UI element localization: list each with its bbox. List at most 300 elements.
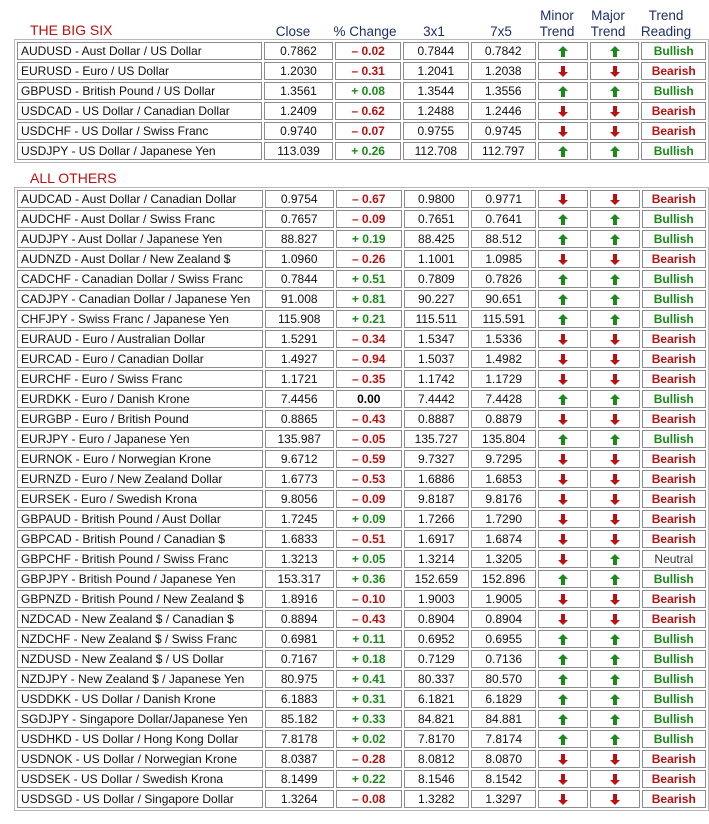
arrow-up-icon [558, 274, 568, 285]
minor-trend-cell [538, 410, 588, 428]
pct-change-value: – 0.53 [336, 470, 402, 488]
ma-7x5-value: 1.3556 [471, 82, 536, 100]
close-value: 1.4927 [265, 350, 334, 368]
pair-name: EURDKK - Euro / Danish Krone [17, 390, 263, 408]
ma-3x1-value: 1.3544 [403, 82, 468, 100]
arrow-down-icon [558, 494, 568, 505]
trend-reading-value: Bullish [642, 270, 706, 288]
ma-7x5-value: 1.0985 [471, 250, 536, 268]
pct-change-value: + 0.81 [336, 290, 402, 308]
pct-change-value: + 0.05 [336, 550, 402, 568]
arrow-down-icon [610, 514, 620, 525]
arrow-up-icon [558, 294, 568, 305]
ma-3x1-value: 1.6886 [404, 470, 469, 488]
arrow-up-icon [610, 734, 620, 745]
major-trend-cell [590, 470, 640, 488]
ma-7x5-value: 1.1729 [471, 370, 536, 388]
table-row [17, 770, 706, 788]
table-row [17, 710, 706, 728]
major-trend-cell [590, 290, 640, 308]
close-value: 153.317 [265, 570, 334, 588]
close-value: 0.7862 [264, 42, 333, 60]
close-value: 0.8865 [265, 410, 334, 428]
ma-7x5-value: 1.6874 [471, 530, 536, 548]
pair-name: USDSGD - US Dollar / Singapore Dollar [17, 790, 263, 808]
arrow-up-icon [610, 674, 620, 685]
pair-name: USDSEK - US Dollar / Swedish Krona [17, 770, 263, 788]
pair-name: EURCHF - Euro / Swiss Franc [17, 370, 263, 388]
trend-reading-value: Bearish [642, 770, 706, 788]
pair-name: EURNOK - Euro / Norwegian Krone [17, 450, 263, 468]
close-value: 85.182 [265, 710, 334, 728]
pct-change-value: + 0.26 [335, 142, 401, 160]
minor-trend-cell [538, 690, 588, 708]
close-value: 80.975 [265, 670, 334, 688]
close-value: 135.987 [265, 430, 334, 448]
all-others-table [14, 187, 709, 811]
ma-3x1-value: 6.1821 [404, 690, 469, 708]
minor-trend-cell [538, 430, 588, 448]
close-value: 0.9740 [264, 122, 333, 140]
close-value: 1.2030 [264, 62, 333, 80]
pct-change-value: + 0.18 [336, 650, 402, 668]
arrow-down-icon [558, 126, 568, 137]
ma-7x5-value: 1.4982 [471, 350, 536, 368]
ma-3x1-value: 152.659 [404, 570, 469, 588]
arrow-down-icon [610, 374, 620, 385]
arrow-up-icon [610, 294, 620, 305]
trend-reading-value: Bearish [641, 62, 706, 80]
arrow-up-icon [610, 694, 620, 705]
arrow-down-icon [558, 106, 568, 117]
ma-7x5-value: 1.5336 [471, 330, 536, 348]
arrow-up-icon [558, 46, 568, 57]
arrow-up-icon [558, 86, 568, 97]
ma-7x5-value: 1.9005 [471, 590, 536, 608]
major-trend-cell [590, 370, 640, 388]
trend-reading-value: Bearish [642, 410, 706, 428]
pair-name: AUDUSD - Aust Dollar / US Dollar [17, 42, 262, 60]
pct-change-value: – 0.51 [336, 530, 402, 548]
pair-name: AUDCHF - Aust Dollar / Swiss Franc [17, 210, 263, 228]
header-3x1: 3x1 [423, 24, 445, 39]
ma-7x5-value: 0.7826 [471, 270, 536, 288]
close-value: 1.3561 [264, 82, 333, 100]
ma-7x5-value: 0.6955 [471, 630, 536, 648]
table-row [17, 590, 706, 608]
pct-change-value: + 0.11 [336, 630, 402, 648]
pair-name: USDCAD - US Dollar / Canadian Dollar [17, 102, 262, 120]
trend-reading-value: Bearish [642, 450, 706, 468]
major-trend-cell [590, 390, 640, 408]
ma-7x5-value: 0.9745 [471, 122, 536, 140]
table-row [17, 250, 706, 268]
ma-7x5-value: 0.8904 [471, 610, 536, 628]
arrow-down-icon [610, 414, 620, 425]
trend-reading-value: Bullish [642, 730, 706, 748]
major-trend-cell [590, 610, 640, 628]
minor-trend-cell [538, 330, 588, 348]
minor-trend-cell [538, 230, 588, 248]
arrow-down-icon [610, 774, 620, 785]
pair-name: EURUSD - Euro / US Dollar [17, 62, 262, 80]
arrow-up-icon [610, 274, 620, 285]
close-value: 9.8056 [265, 490, 334, 508]
minor-trend-cell [538, 670, 588, 688]
header-reading-line2: Reading [640, 24, 692, 39]
ma-3x1-value: 1.2488 [403, 102, 468, 120]
arrow-up-icon [610, 394, 620, 405]
header-minor-line2: Trend [539, 24, 575, 39]
close-value: 1.6773 [265, 470, 334, 488]
minor-trend-cell [538, 550, 588, 568]
ma-7x5-value: 0.7641 [471, 210, 536, 228]
pair-name: GBPCHF - British Pound / Swiss Franc [17, 550, 263, 568]
arrow-up-icon [558, 314, 568, 325]
close-value: 88.827 [265, 230, 334, 248]
minor-trend-cell [538, 470, 588, 488]
table-row [17, 290, 706, 308]
ma-3x1-value: 1.3214 [404, 550, 469, 568]
close-value: 1.7245 [265, 510, 334, 528]
trend-reading-value: Bullish [642, 290, 706, 308]
trend-reading-value: Bearish [641, 102, 706, 120]
pct-change-value: + 0.31 [336, 690, 402, 708]
arrow-up-icon [610, 574, 620, 585]
table-row [17, 190, 706, 208]
pair-name: USDHKD - US Dollar / Hong Kong Dollar [17, 730, 263, 748]
minor-trend-cell [538, 122, 588, 140]
pct-change-value: + 0.19 [336, 230, 402, 248]
trend-reading-value: Bearish [642, 190, 706, 208]
major-trend-cell [590, 530, 640, 548]
trend-reading-value: Bearish [642, 330, 706, 348]
trend-reading-value: Bullish [642, 210, 706, 228]
pct-change-value: – 0.67 [336, 190, 402, 208]
major-trend-cell [590, 430, 640, 448]
arrow-down-icon [610, 614, 620, 625]
major-trend-cell [590, 62, 640, 80]
trend-reading-value: Bullish [642, 390, 706, 408]
pair-name: NZDUSD - New Zealand $ / US Dollar [17, 650, 263, 668]
arrow-down-icon [610, 474, 620, 485]
table-row [17, 630, 706, 648]
pct-change-value: – 0.09 [336, 210, 402, 228]
ma-7x5-value: 90.651 [471, 290, 536, 308]
trend-reading-value: Bullish [642, 690, 706, 708]
trend-reading-value: Bearish [642, 610, 706, 628]
trend-reading-value: Bullish [641, 42, 706, 60]
arrow-down-icon [558, 474, 568, 485]
arrow-up-icon [558, 674, 568, 685]
arrow-down-icon [558, 534, 568, 545]
ma-3x1-value: 1.3282 [404, 790, 469, 808]
pair-name: EURAUD - Euro / Australian Dollar [17, 330, 263, 348]
table-row [17, 470, 706, 488]
pct-change-value: – 0.07 [335, 122, 401, 140]
pct-change-value: + 0.36 [336, 570, 402, 588]
table-row [17, 610, 706, 628]
arrow-down-icon [558, 374, 568, 385]
ma-3x1-value: 1.9003 [404, 590, 469, 608]
table-row [17, 330, 706, 348]
ma-3x1-value: 1.5347 [404, 330, 469, 348]
minor-trend-cell [538, 250, 588, 268]
ma-7x5-value: 1.6853 [471, 470, 536, 488]
major-trend-cell [590, 410, 640, 428]
arrow-up-icon [610, 434, 620, 445]
major-trend-cell [590, 670, 640, 688]
ma-3x1-value: 90.227 [404, 290, 469, 308]
major-trend-cell [590, 190, 640, 208]
trend-reading-value: Bullish [642, 230, 706, 248]
table-row [17, 310, 706, 328]
arrow-down-icon [558, 594, 568, 605]
pair-name: EURGBP - Euro / British Pound [17, 410, 263, 428]
ma-3x1-value: 7.4442 [404, 390, 469, 408]
ma-3x1-value: 0.8887 [404, 410, 469, 428]
ma-3x1-value: 1.1742 [404, 370, 469, 388]
table-row [17, 230, 706, 248]
pair-name: EURJPY - Euro / Japanese Yen [17, 430, 263, 448]
trend-reading-value: Bearish [642, 350, 706, 368]
arrow-down-icon [610, 66, 620, 77]
trend-reading-value: Bullish [642, 670, 706, 688]
table-row [17, 570, 706, 588]
arrow-down-icon [610, 106, 620, 117]
arrow-up-icon [558, 734, 568, 745]
trend-reading-value: Bullish [641, 142, 706, 160]
ma-3x1-value: 0.7129 [404, 650, 469, 668]
section-title-all-others: ALL OTHERS [30, 170, 117, 186]
ma-7x5-value: 112.797 [471, 142, 536, 160]
arrow-down-icon [558, 554, 568, 565]
close-value: 0.6981 [265, 630, 334, 648]
arrow-down-icon [610, 494, 620, 505]
arrow-down-icon [558, 414, 568, 425]
close-value: 0.8894 [265, 610, 334, 628]
pair-name: NZDCHF - New Zealand $ / Swiss Franc [17, 630, 263, 648]
pct-change-value: – 0.08 [336, 790, 402, 808]
major-trend-cell [590, 210, 640, 228]
arrow-down-icon [558, 194, 568, 205]
trend-reading-value: Bullish [642, 630, 706, 648]
ma-7x5-value: 84.881 [471, 710, 536, 728]
major-trend-cell [590, 790, 640, 808]
pct-change-value: + 0.09 [336, 510, 402, 528]
table-row [17, 142, 706, 160]
close-value: 1.0960 [265, 250, 334, 268]
table-row [17, 490, 706, 508]
arrow-up-icon [558, 146, 568, 157]
arrow-up-icon [558, 234, 568, 245]
close-value: 1.8916 [265, 590, 334, 608]
major-trend-cell [590, 102, 640, 120]
pair-name: CADCHF - Canadian Dollar / Swiss Franc [17, 270, 263, 288]
close-value: 91.008 [265, 290, 334, 308]
pct-change-value: + 0.22 [336, 770, 402, 788]
trend-reading-value: Bearish [642, 790, 706, 808]
major-trend-cell [590, 330, 640, 348]
ma-3x1-value: 8.0812 [404, 750, 469, 768]
minor-trend-cell [538, 590, 588, 608]
pair-name: EURNZD - Euro / New Zealand Dollar [17, 470, 263, 488]
arrow-down-icon [558, 354, 568, 365]
ma-3x1-value: 9.7327 [404, 450, 469, 468]
table-row [17, 670, 706, 688]
trend-reading-value: Bearish [642, 250, 706, 268]
arrow-down-icon [558, 754, 568, 765]
minor-trend-cell [538, 650, 588, 668]
major-trend-cell [590, 490, 640, 508]
ma-3x1-value: 1.1001 [404, 250, 469, 268]
trend-reading-value: Neutral [642, 550, 706, 568]
major-trend-cell [590, 230, 640, 248]
arrow-up-icon [610, 654, 620, 665]
minor-trend-cell [538, 710, 588, 728]
minor-trend-cell [538, 610, 588, 628]
table-row [17, 62, 706, 80]
pct-change-value: – 0.34 [336, 330, 402, 348]
pct-change-value: + 0.02 [336, 730, 402, 748]
ma-7x5-value: 1.7290 [471, 510, 536, 528]
arrow-down-icon [558, 334, 568, 345]
pct-change-value: – 0.28 [336, 750, 402, 768]
table-row [17, 750, 706, 768]
close-value: 113.039 [264, 142, 333, 160]
trend-reading-value: Bearish [642, 750, 706, 768]
trend-reading-value: Bullish [641, 82, 706, 100]
major-trend-cell [590, 250, 640, 268]
trend-reading-value: Bearish [642, 470, 706, 488]
close-value: 0.7844 [265, 270, 334, 288]
trend-reading-value: Bullish [642, 650, 706, 668]
ma-3x1-value: 0.8904 [404, 610, 469, 628]
close-value: 9.6712 [265, 450, 334, 468]
close-value: 1.2409 [264, 102, 333, 120]
arrow-down-icon [610, 126, 620, 137]
arrow-down-icon [558, 794, 568, 805]
pair-name: AUDCAD - Aust Dollar / Canadian Dollar [17, 190, 263, 208]
minor-trend-cell [538, 730, 588, 748]
pct-change-value: + 0.41 [336, 670, 402, 688]
pair-name: AUDJPY - Aust Dollar / Japanese Yen [17, 230, 263, 248]
major-trend-cell [590, 650, 640, 668]
ma-7x5-value: 115.591 [471, 310, 536, 328]
arrow-up-icon [610, 234, 620, 245]
table-row [17, 390, 706, 408]
header-minor-trend [534, 8, 580, 40]
minor-trend-cell [538, 770, 588, 788]
minor-trend-cell [538, 290, 588, 308]
pct-change-value: – 0.09 [336, 490, 402, 508]
minor-trend-cell [538, 450, 588, 468]
header-major-line1: Major [591, 8, 625, 23]
ma-3x1-value: 80.337 [404, 670, 469, 688]
pct-change-value: – 0.94 [336, 350, 402, 368]
pct-change-value: + 0.51 [336, 270, 402, 288]
pct-change-value: – 0.02 [335, 42, 401, 60]
major-trend-cell [590, 82, 640, 100]
ma-7x5-value: 0.9771 [471, 190, 536, 208]
pair-name: CADJPY - Canadian Dollar / Japanese Yen [17, 290, 263, 308]
header-trend-reading [636, 8, 696, 40]
table-row [17, 42, 706, 60]
arrow-up-icon [558, 694, 568, 705]
ma-7x5-value: 9.8176 [471, 490, 536, 508]
header-close: Close [275, 24, 311, 39]
ma-7x5-value: 0.7136 [471, 650, 536, 668]
close-value: 7.8178 [265, 730, 334, 748]
major-trend-cell [590, 630, 640, 648]
pct-change-value: – 0.10 [336, 590, 402, 608]
arrow-down-icon [610, 194, 620, 205]
header-pct-change: % Change [333, 24, 397, 39]
arrow-down-icon [610, 334, 620, 345]
ma-3x1-value: 0.7844 [403, 42, 468, 60]
trend-reading-value: Bearish [642, 590, 706, 608]
ma-7x5-value: 1.2038 [471, 62, 536, 80]
table-row [17, 650, 706, 668]
arrow-up-icon [610, 46, 620, 57]
pair-name: EURSEK - Euro / Swedish Krona [17, 490, 263, 508]
close-value: 6.1883 [265, 690, 334, 708]
pair-name: USDCHF - US Dollar / Swiss Franc [17, 122, 262, 140]
ma-7x5-value: 9.7295 [471, 450, 536, 468]
close-value: 7.4456 [265, 390, 334, 408]
minor-trend-cell [538, 390, 588, 408]
table-row [17, 350, 706, 368]
arrow-down-icon [610, 254, 620, 265]
pair-name: NZDCAD - New Zealand $ / Canadian $ [17, 610, 263, 628]
pct-change-value: + 0.33 [336, 710, 402, 728]
ma-3x1-value: 9.8187 [404, 490, 469, 508]
minor-trend-cell [538, 62, 588, 80]
arrow-up-icon [558, 394, 568, 405]
trend-reading-value: Bearish [642, 370, 706, 388]
major-trend-cell [590, 510, 640, 528]
header-major-line2: Trend [590, 24, 626, 39]
close-value: 8.0387 [265, 750, 334, 768]
pair-name: USDNOK - US Dollar / Norwegian Krone [17, 750, 263, 768]
table-row [17, 550, 706, 568]
table-row [17, 410, 706, 428]
pct-change-value: + 0.08 [335, 82, 401, 100]
pair-name: EURCAD - Euro / Canadian Dollar [17, 350, 263, 368]
major-trend-cell [590, 710, 640, 728]
minor-trend-cell [538, 190, 588, 208]
header-7x5: 7x5 [490, 24, 512, 39]
table-row [17, 510, 706, 528]
trend-reading-value: Bearish [642, 510, 706, 528]
arrow-up-icon [610, 554, 620, 565]
minor-trend-cell [538, 570, 588, 588]
table-row [17, 122, 706, 140]
trend-reading-value: Bullish [642, 430, 706, 448]
major-trend-cell [590, 310, 640, 328]
minor-trend-cell [538, 750, 588, 768]
ma-7x5-value: 152.896 [471, 570, 536, 588]
major-trend-cell [590, 690, 640, 708]
major-trend-cell [590, 450, 640, 468]
minor-trend-cell [538, 82, 588, 100]
ma-3x1-value: 7.8170 [404, 730, 469, 748]
ma-7x5-value: 7.4428 [471, 390, 536, 408]
ma-3x1-value: 0.7651 [404, 210, 469, 228]
close-value: 0.7657 [265, 210, 334, 228]
minor-trend-cell [538, 790, 588, 808]
arrow-up-icon [558, 634, 568, 645]
